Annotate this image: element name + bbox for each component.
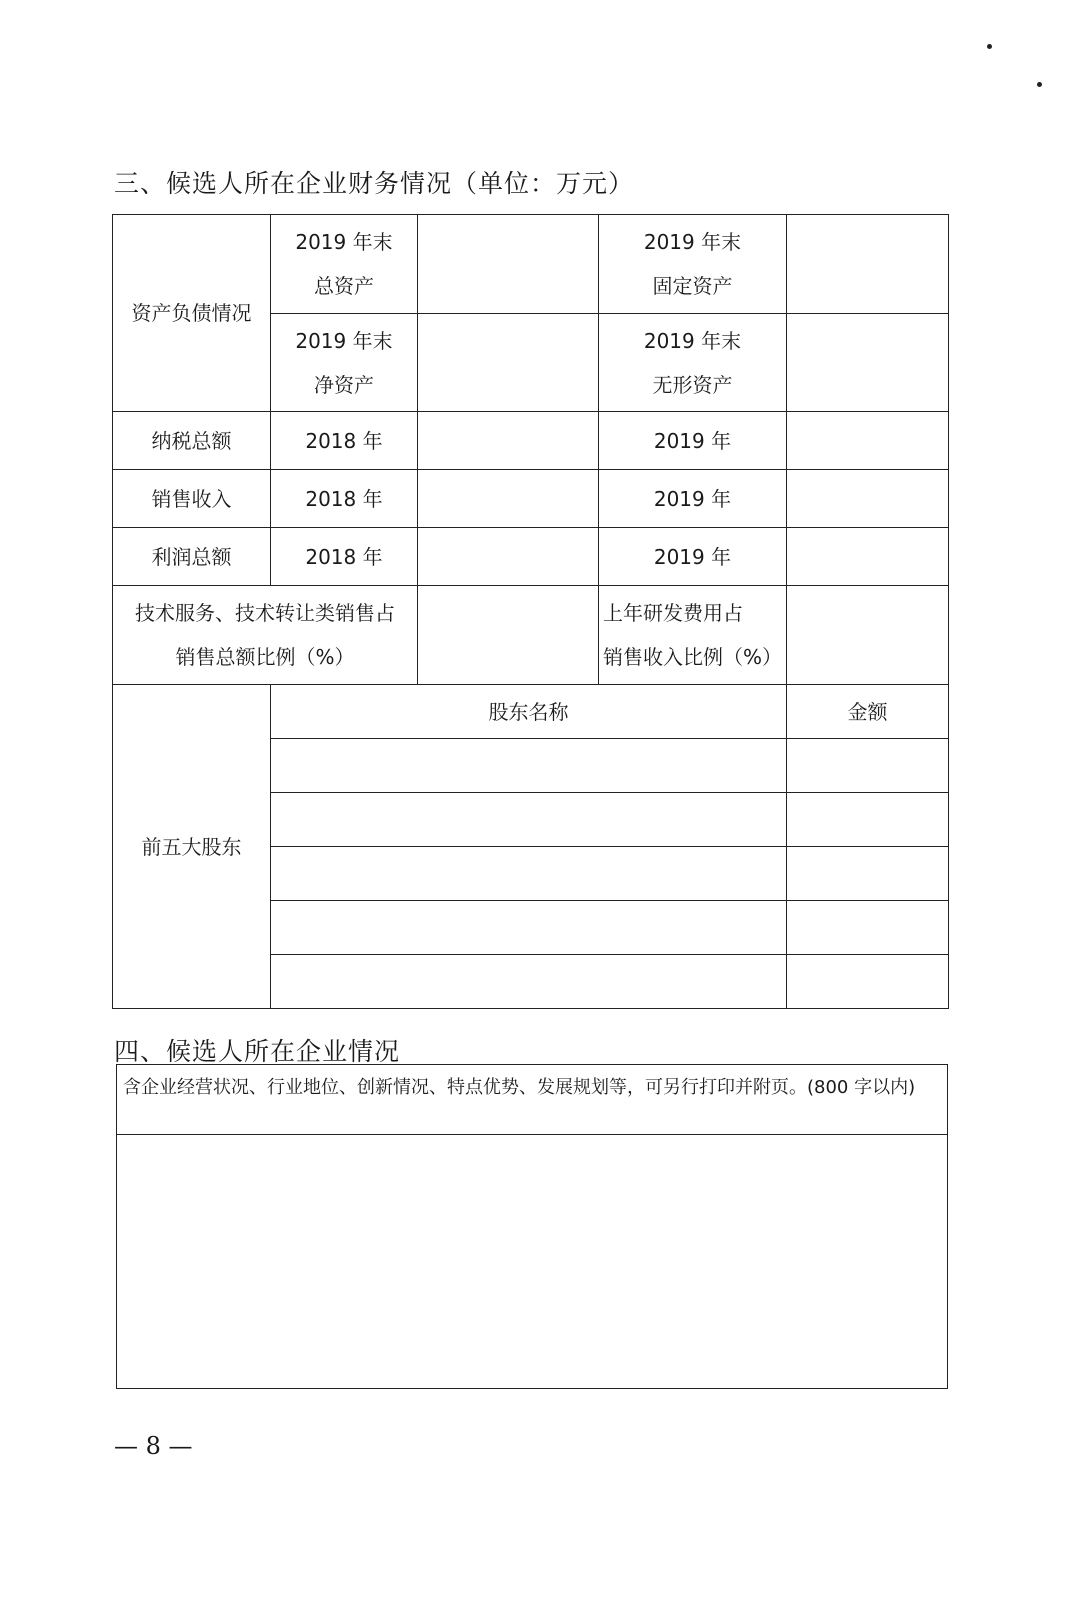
shareholder-amount-cell[interactable] xyxy=(787,793,949,847)
profit-label: 利润总额 xyxy=(113,528,271,586)
rd-ratio-label xyxy=(599,586,787,685)
finance-table xyxy=(112,214,949,1009)
item-text: 无形资产 xyxy=(652,372,733,397)
tax-2018-value[interactable] xyxy=(418,412,599,470)
item-text: 净资产 xyxy=(314,372,374,397)
item-text: 总资产 xyxy=(314,274,374,298)
net-assets-value[interactable] xyxy=(418,314,599,412)
year-text: 2019 年末 xyxy=(295,230,393,254)
profit-2019-value[interactable] xyxy=(787,528,949,586)
year-text: 2019 年末 xyxy=(643,328,742,353)
intangible-assets-value[interactable] xyxy=(787,314,949,412)
scan-dot xyxy=(987,44,992,49)
shareholder-name-header: 股东名称 xyxy=(271,685,787,739)
tax-2019-value[interactable] xyxy=(787,412,949,470)
tech-ratio-label xyxy=(113,586,418,685)
fixed-assets-label xyxy=(599,215,787,314)
net-assets-label xyxy=(271,314,418,412)
shareholder-amount-cell[interactable] xyxy=(787,847,949,901)
shareholder-amount-cell[interactable] xyxy=(787,739,949,793)
shareholder-name-cell[interactable] xyxy=(271,793,787,847)
total-assets-label xyxy=(271,215,418,314)
fixed-assets-value[interactable] xyxy=(787,215,949,314)
intangible-assets-label xyxy=(599,314,787,412)
year-text: 2019 年末 xyxy=(643,230,742,254)
sales-2018-value[interactable] xyxy=(418,470,599,528)
tax-year-2018: 2018 年 xyxy=(271,412,418,470)
shareholder-amount-cell[interactable] xyxy=(787,901,949,955)
shareholders-label: 前五大股东 xyxy=(113,685,271,1009)
profit-year-2018: 2018 年 xyxy=(271,528,418,586)
tech-ratio-value[interactable] xyxy=(418,586,599,685)
total-assets-value[interactable] xyxy=(418,215,599,314)
sales-2019-value[interactable] xyxy=(787,470,949,528)
label-line: 销售收入比例（%） xyxy=(603,645,783,669)
item-text: 固定资产 xyxy=(652,274,733,298)
shareholder-name-cell[interactable] xyxy=(271,955,787,1009)
assets-label: 资产负债情况 xyxy=(113,215,271,412)
shareholder-name-cell[interactable] xyxy=(271,901,787,955)
tax-label: 纳税总额 xyxy=(113,412,271,470)
page-number: — 8 — xyxy=(114,1432,193,1460)
shareholder-name-cell[interactable] xyxy=(271,847,787,901)
sales-label: 销售收入 xyxy=(113,470,271,528)
label-line: 技术服务、技术转让类销售占 xyxy=(135,601,395,625)
label-line: 上年研发费用占 xyxy=(603,601,743,625)
description-input-area[interactable] xyxy=(117,1135,947,1385)
section4-title: 四、候选人所在企业情况 xyxy=(114,1037,401,1066)
profit-year-2019: 2019 年 xyxy=(599,528,787,586)
label-line: 销售总额比例（%） xyxy=(175,645,355,669)
year-text: 2019 年末 xyxy=(295,328,393,353)
sales-year-2018: 2018 年 xyxy=(271,470,418,528)
shareholder-amount-cell[interactable] xyxy=(787,955,949,1009)
rd-ratio-value[interactable] xyxy=(787,586,949,685)
section3-title: 三、候选人所在企业财务情况（单位：万元） xyxy=(114,169,635,198)
profit-2018-value[interactable] xyxy=(418,528,599,586)
sales-year-2019: 2019 年 xyxy=(599,470,787,528)
tax-year-2019: 2019 年 xyxy=(599,412,787,470)
scan-dot xyxy=(1037,82,1042,87)
amount-header: 金额 xyxy=(787,685,949,739)
shareholder-name-cell[interactable] xyxy=(271,739,787,793)
description-hint: 含企业经营状况、行业地位、创新情况、特点优势、发展规划等，可另行打印并附页。(800 字以内) xyxy=(117,1065,947,1135)
company-description-box xyxy=(116,1064,948,1389)
